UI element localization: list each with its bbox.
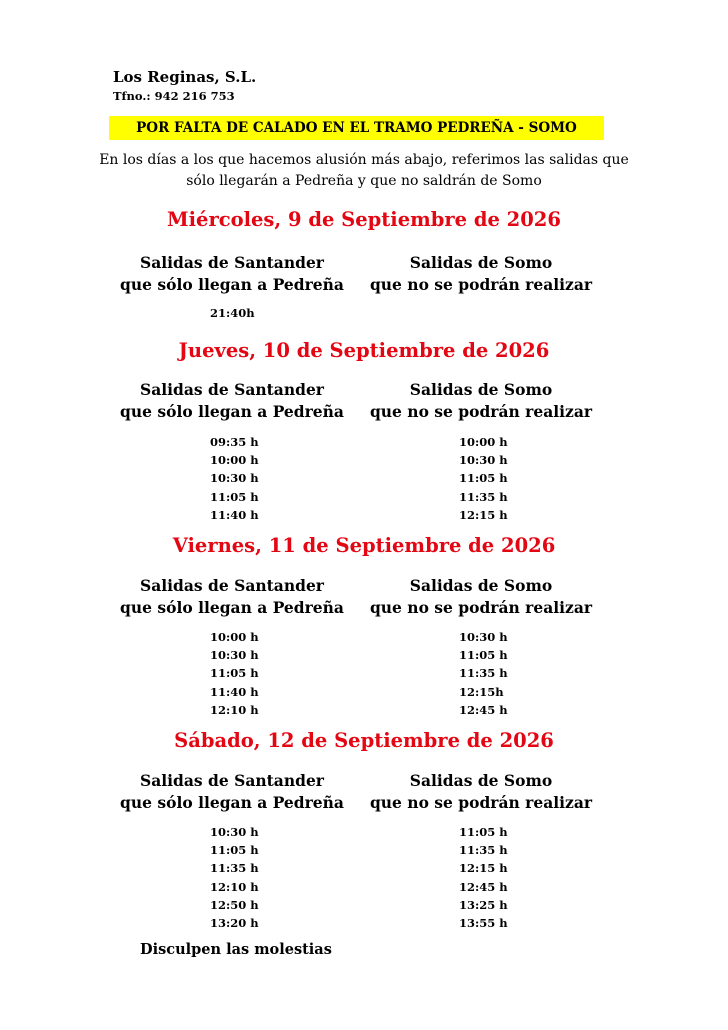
somo-times-2: [459, 433, 508, 524]
somo-header-line-1: Salidas de Somo: [409, 771, 553, 790]
time-entry: 11:05 h: [459, 648, 508, 663]
somo-header-line-2: que no se podrán realizar: [369, 793, 593, 812]
time-entry: 12:15 h: [459, 861, 508, 876]
day-title-3: Viernes, 11 de Septiembre de 2026: [172, 534, 556, 557]
time-entry: 10:00 h: [210, 453, 259, 468]
notice-banner: POR FALTA DE CALADO EN EL TRAMO PEDREÑA - SOMO: [109, 116, 604, 140]
time-entry: 12:15h: [459, 684, 504, 699]
intro-line-2: sólo llegarán a Pedreña y que no saldrán de Somo: [186, 173, 542, 189]
somo-header-line-1: Salidas de Somo: [409, 380, 553, 399]
santander-header-2: [102, 379, 362, 423]
santander-header-line-1: Salidas de Santander: [140, 576, 324, 595]
time-entry: 13:55 h: [459, 916, 508, 931]
santander-header-1: [102, 252, 362, 296]
apology-note: Disculpen las molestias: [140, 941, 332, 958]
somo-times-4: [459, 823, 508, 932]
time-entry: 09:35 h: [210, 435, 259, 449]
time-entry: 11:35 h: [459, 489, 508, 504]
time-entry: 10:30 h: [210, 825, 259, 839]
santander-times-3: [210, 628, 259, 719]
time-entry: 11:40 h: [210, 507, 259, 522]
time-entry: 11:35 h: [210, 861, 259, 876]
company-name: Los Reginas, S.L.: [113, 68, 257, 86]
time-entry: 10:30 h: [459, 453, 508, 468]
somo-header-4: [351, 770, 611, 814]
time-entry: 11:05 h: [459, 471, 508, 486]
time-entry: 13:25 h: [459, 897, 508, 912]
santander-header-4: [102, 770, 362, 814]
somo-header-3: [351, 575, 611, 619]
santander-times-1: [210, 304, 255, 322]
time-entry: 11:35 h: [459, 666, 508, 681]
time-entry: 10:30 h: [210, 648, 259, 663]
time-entry: 10:00 h: [210, 630, 259, 644]
santander-header-line-2: que sólo llegan a Pedreña: [120, 402, 344, 421]
somo-header-line-2: que no se podrán realizar: [369, 598, 593, 617]
santander-header-line-1: Salidas de Santander: [140, 253, 324, 272]
day-title-1: Miércoles, 9 de Septiembre de 2026: [167, 208, 561, 231]
time-entry: 12:10 h: [210, 702, 259, 717]
santander-header-3: [102, 575, 362, 619]
day-title-4: Sábado, 12 de Septiembre de 2026: [174, 729, 554, 752]
time-entry: 21:40h: [210, 306, 255, 320]
somo-header-line-1: Salidas de Somo: [409, 253, 553, 272]
somo-header-1: [351, 252, 611, 296]
santander-times-2: [210, 433, 259, 524]
santander-header-line-1: Salidas de Santander: [140, 771, 324, 790]
somo-times-3: [459, 628, 508, 719]
santander-header-line-2: que sólo llegan a Pedreña: [120, 598, 344, 617]
time-entry: 13:20 h: [210, 916, 259, 931]
time-entry: 11:05 h: [210, 843, 259, 858]
santander-header-line-2: que sólo llegan a Pedreña: [120, 275, 344, 294]
time-entry: 10:30 h: [210, 471, 259, 486]
time-entry: 12:10 h: [210, 879, 259, 894]
santander-times-4: [210, 823, 259, 932]
time-entry: 10:30 h: [459, 630, 508, 644]
time-entry: 12:45 h: [459, 702, 508, 717]
santander-header-line-2: que sólo llegan a Pedreña: [120, 793, 344, 812]
somo-header-line-2: que no se podrán realizar: [369, 402, 593, 421]
somo-header-line-2: que no se podrán realizar: [369, 275, 593, 294]
time-entry: 11:05 h: [210, 489, 259, 504]
intro-line-1: En los días a los que hacemos alusión más abajo, referimos las salidas que: [99, 152, 629, 168]
day-title-2: Jueves, 10 de Septiembre de 2026: [178, 339, 550, 362]
time-entry: 10:00 h: [459, 435, 508, 449]
time-entry: 11:05 h: [210, 666, 259, 681]
phone-number: Tfno.: 942 216 753: [113, 89, 235, 103]
time-entry: 11:05 h: [459, 825, 508, 839]
santander-header-line-1: Salidas de Santander: [140, 380, 324, 399]
somo-header-2: [351, 379, 611, 423]
time-entry: 11:35 h: [459, 843, 508, 858]
intro-text: [60, 150, 668, 192]
time-entry: 12:15 h: [459, 507, 508, 522]
time-entry: 11:40 h: [210, 684, 259, 699]
somo-header-line-1: Salidas de Somo: [409, 576, 553, 595]
time-entry: 12:45 h: [459, 879, 508, 894]
time-entry: 12:50 h: [210, 897, 259, 912]
